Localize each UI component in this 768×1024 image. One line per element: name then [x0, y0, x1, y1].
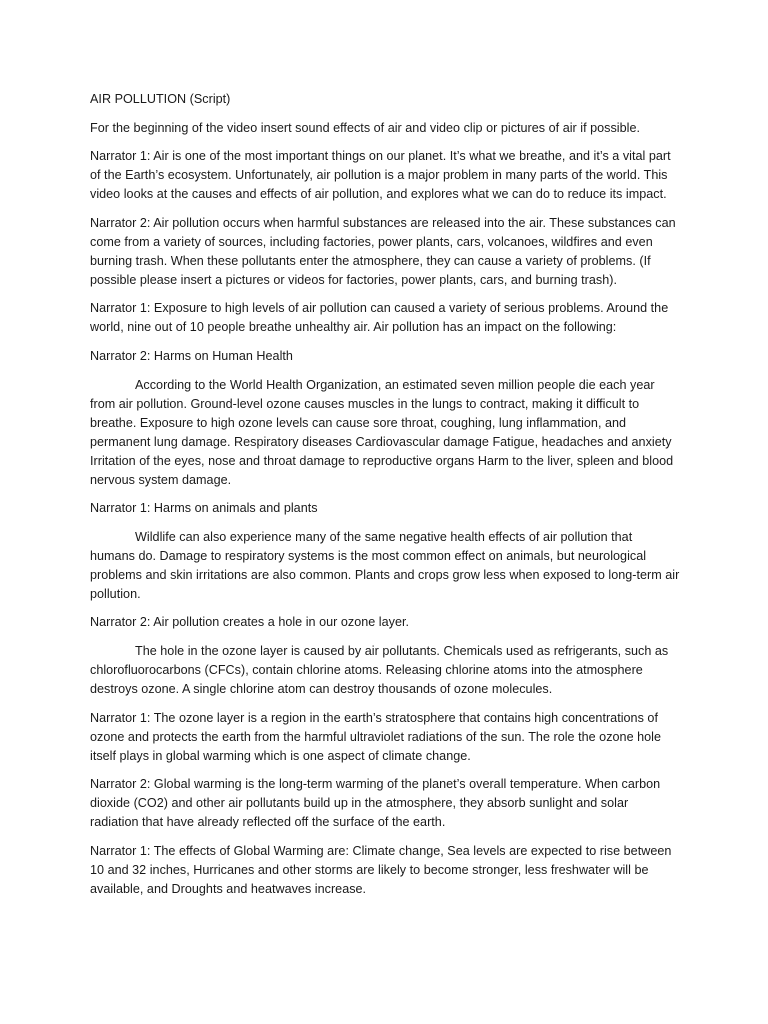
human-health-paragraph: According to the World Health Organization, an estimated seven million people die each year from air pollution. Ground-level ozone causes muscles in the lungs to contract, making it difficult to breathe. Exposure to high ozone levels can cause sore throat, coughing, lung inflammation, and permanent lung damage. Respiratory diseases Cardiovascular damage Fatigue, headaches and anxiety Irritation of the eyes, nose and throat damage to reproductive organs Harm to the liver, spleen and blood nervous system damage. — [90, 377, 674, 487]
narrator-1-ozone-layer: Narrator 1: The ozone layer is a region in the earth’s stratosphere that contains high concentrations of ozone and protects the earth from the harmful ultraviolet radiations of the sun. The role the ozone hole itself plays in global warming which is one aspect of climate change. — [90, 710, 662, 763]
ozone-hole-paragraph: The hole in the ozone layer is caused by air pollutants. Chemicals used as refrigerants, such as chlorofluorocarbons (CFCs), contain chlorine atoms. Releasing chlorine atoms into the atmosphere destroys ozone. A single chlorine atom can destroy thousands of ozone molecules. — [90, 643, 669, 696]
document-title: AIR POLLUTION (Script) — [90, 92, 231, 106]
animals-plants-paragraph: Wildlife can also experience many of the same negative health effects of air pollution that humans do. Damage to respiratory systems is the most common effect on animals, but neurological problems and skin irritations are also common. Plants and crops grow less when exposed to long-term air pollution. — [90, 529, 680, 601]
narrator-2-causes: Narrator 2: Air pollution occurs when harmful substances are released into the air. These substances can come from a variety of sources, including factories, power plants, cars, volcanoes, wildfires and even burning trash. When these pollutants enter the atmosphere, they can cause a variety of problems. (If possible please insert a pictures or videos for factories, power plants, cars, and burning trash). — [90, 215, 676, 287]
narrator-2-global-warming: Narrator 2: Global warming is the long-term warming of the planet’s overall temperature. When carbon dioxide (CO2) and other air pollutants build up in the atmosphere, they absorb sunlight and solar radiation that have already reflected off the surface of the earth. — [90, 777, 661, 830]
narrator-1-animals-plants-heading: Narrator 1: Harms on animals and plants — [90, 501, 318, 516]
document-page — [90, 90, 680, 908]
narrator-2-ozone-heading: Narrator 2: Air pollution creates a hole in our ozone layer. — [90, 615, 410, 630]
narrator-1-intro: Narrator 1: Air is one of the most important things on our planet. It’s what we breathe, and it’s a vital part of the Earth’s ecosystem. Unfortunately, air pollution is a major problem in many parts of the world. This video looks at the causes and effects of air pollution, and explores what we can do to reduce its impact. — [90, 149, 671, 202]
intro-instruction: For the beginning of the video insert sound effects of air and video clip or pictures of air if possible. — [90, 120, 641, 135]
narrator-1-effects: Narrator 1: The effects of Global Warming are: Climate change, Sea levels are expected to rise between 10 and 32 inches, Hurricanes and other storms are likely to become stronger, less freshwater will be available, and Droughts and heatwaves increase. — [90, 843, 672, 896]
narrator-2-human-health-heading: Narrator 2: Harms on Human Health — [90, 348, 293, 363]
narrator-1-exposure: Narrator 1: Exposure to high levels of air pollution can caused a variety of serious problems. Around the world, nine out of 10 people breathe unhealthy air. Air pollution has an impact on the following: — [90, 301, 669, 335]
